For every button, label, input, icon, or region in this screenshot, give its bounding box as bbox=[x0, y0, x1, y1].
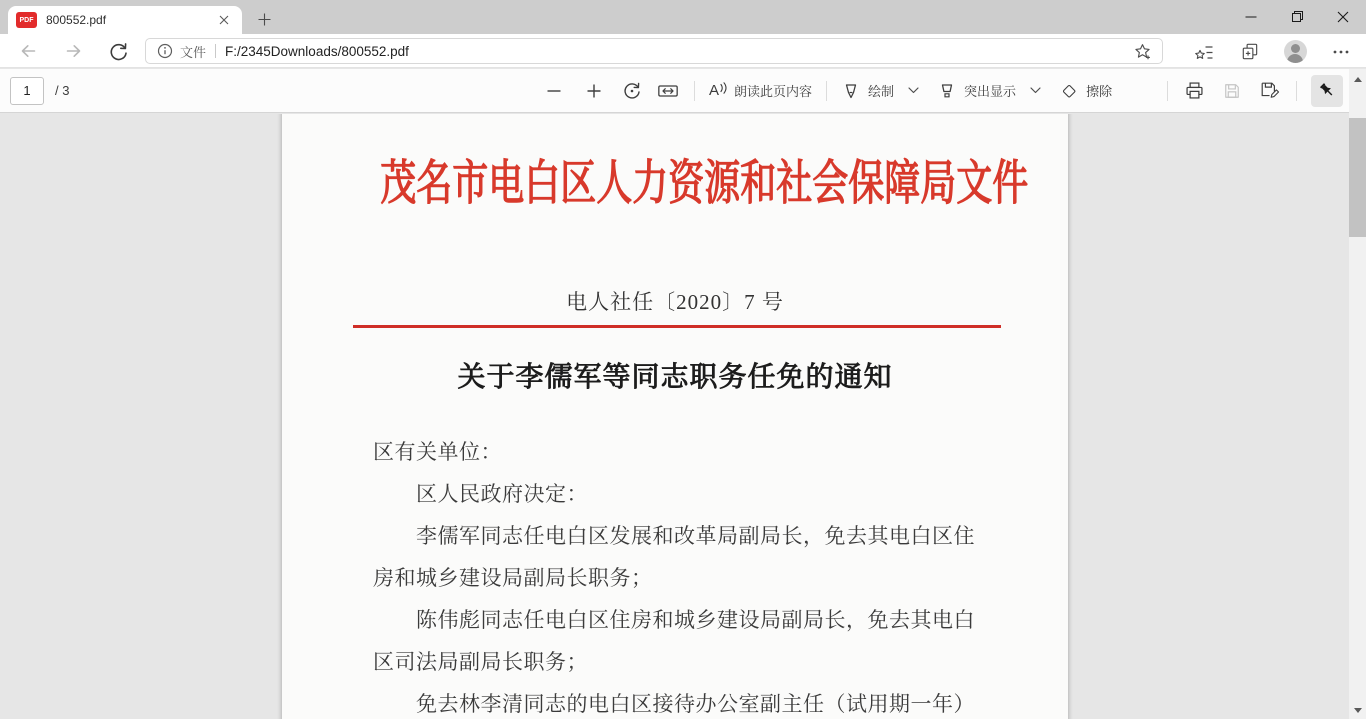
scroll-up-icon[interactable] bbox=[1349, 71, 1366, 88]
eraser-icon bbox=[1059, 81, 1079, 101]
read-aloud-icon: A bbox=[709, 82, 720, 99]
avatar-icon[interactable] bbox=[1280, 38, 1310, 65]
rotate-icon[interactable] bbox=[616, 75, 648, 107]
doc-body-line: 免去林李清同志的电白区接待办公室副主任（试用期一年） bbox=[416, 692, 975, 716]
doc-red-rule bbox=[353, 325, 1001, 328]
scroll-down-icon[interactable] bbox=[1349, 702, 1366, 719]
erase-button[interactable] bbox=[1055, 75, 1116, 107]
print-icon[interactable] bbox=[1178, 75, 1210, 107]
minimize-icon[interactable] bbox=[1228, 0, 1274, 33]
info-icon bbox=[157, 43, 173, 59]
read-aloud-label: 朗读此页内容 bbox=[734, 84, 813, 99]
save-icon[interactable] bbox=[1216, 75, 1248, 107]
highlight-chevron-down-icon[interactable] bbox=[1024, 75, 1046, 107]
new-tab-icon[interactable] bbox=[251, 7, 277, 31]
tab-title: 800552.pdf bbox=[46, 13, 107, 27]
site-label: 文件 bbox=[180, 44, 207, 60]
draw-button[interactable] bbox=[837, 75, 898, 107]
zoom-out-icon[interactable] bbox=[538, 75, 570, 107]
doc-body-line: 李儒军同志任电白区发展和改革局副局长，免去其电白区住 bbox=[416, 524, 975, 548]
page-number-input[interactable] bbox=[10, 77, 44, 105]
doc-title: 关于李儒军等同志职务任免的通知 bbox=[457, 362, 893, 393]
pdf-tools bbox=[538, 69, 1116, 112]
draw-pen-icon bbox=[841, 81, 861, 101]
doc-body-line: 区司法局副局长职务； bbox=[373, 650, 588, 674]
draw-chevron-down-icon[interactable] bbox=[902, 75, 924, 107]
draw-label: 绘制 bbox=[868, 84, 895, 99]
reload-icon[interactable] bbox=[102, 37, 134, 65]
pdf-file-icon: PDF bbox=[16, 12, 37, 28]
doc-body-line: 房和城乡建设局副局长职务； bbox=[373, 566, 653, 590]
browser-tab[interactable] bbox=[8, 6, 242, 34]
collections-icon[interactable] bbox=[1234, 38, 1264, 65]
doc-header: 茂名市电白区人力资源和社会保障局文件 bbox=[380, 157, 1029, 210]
fit-width-icon[interactable] bbox=[652, 75, 684, 107]
doc-body-line: 区人民政府决定： bbox=[416, 482, 588, 506]
pdf-toolbar bbox=[0, 69, 1366, 113]
url-field[interactable] bbox=[145, 38, 1163, 64]
save-as-icon[interactable] bbox=[1254, 75, 1286, 107]
pdf-content-area[interactable] bbox=[0, 114, 1366, 719]
more-icon[interactable] bbox=[1326, 38, 1356, 65]
close-icon[interactable] bbox=[1320, 0, 1366, 33]
tab-close-icon[interactable] bbox=[214, 10, 234, 30]
restore-icon[interactable] bbox=[1274, 0, 1320, 33]
doc-number: 电人社任〔2020〕7 号 bbox=[566, 290, 784, 314]
vertical-scrollbar[interactable] bbox=[1349, 69, 1366, 719]
doc-body bbox=[373, 431, 983, 719]
erase-label: 擦除 bbox=[1086, 84, 1113, 99]
doc-body-line: 区有关单位： bbox=[373, 440, 502, 464]
zoom-in-icon[interactable] bbox=[578, 75, 610, 107]
back-icon[interactable] bbox=[12, 37, 44, 65]
window-controls bbox=[1228, 0, 1366, 33]
url-separator bbox=[215, 44, 216, 58]
doc-body-line: 陈伟彪同志任电白区住房和城乡建设局副局长，免去其电白 bbox=[416, 608, 975, 632]
forward-icon[interactable] bbox=[58, 37, 90, 65]
highlighter-icon bbox=[937, 81, 957, 101]
pin-icon[interactable] bbox=[1311, 75, 1343, 107]
titlebar bbox=[0, 0, 1366, 34]
pdf-tools-right bbox=[1157, 69, 1343, 112]
page-total: / 3 bbox=[55, 83, 70, 98]
add-favorite-icon[interactable] bbox=[1130, 40, 1154, 62]
pdf-page bbox=[282, 114, 1068, 719]
scrollbar-thumb[interactable] bbox=[1349, 118, 1366, 237]
addressbar bbox=[0, 34, 1366, 68]
avatar bbox=[1284, 40, 1307, 63]
read-aloud-button[interactable] bbox=[705, 75, 816, 107]
favorites-bar-icon[interactable] bbox=[1189, 38, 1219, 65]
highlight-button[interactable] bbox=[933, 75, 1020, 107]
url-text: F:/2345Downloads/800552.pdf bbox=[225, 43, 409, 59]
highlight-label: 突出显示 bbox=[964, 84, 1017, 99]
